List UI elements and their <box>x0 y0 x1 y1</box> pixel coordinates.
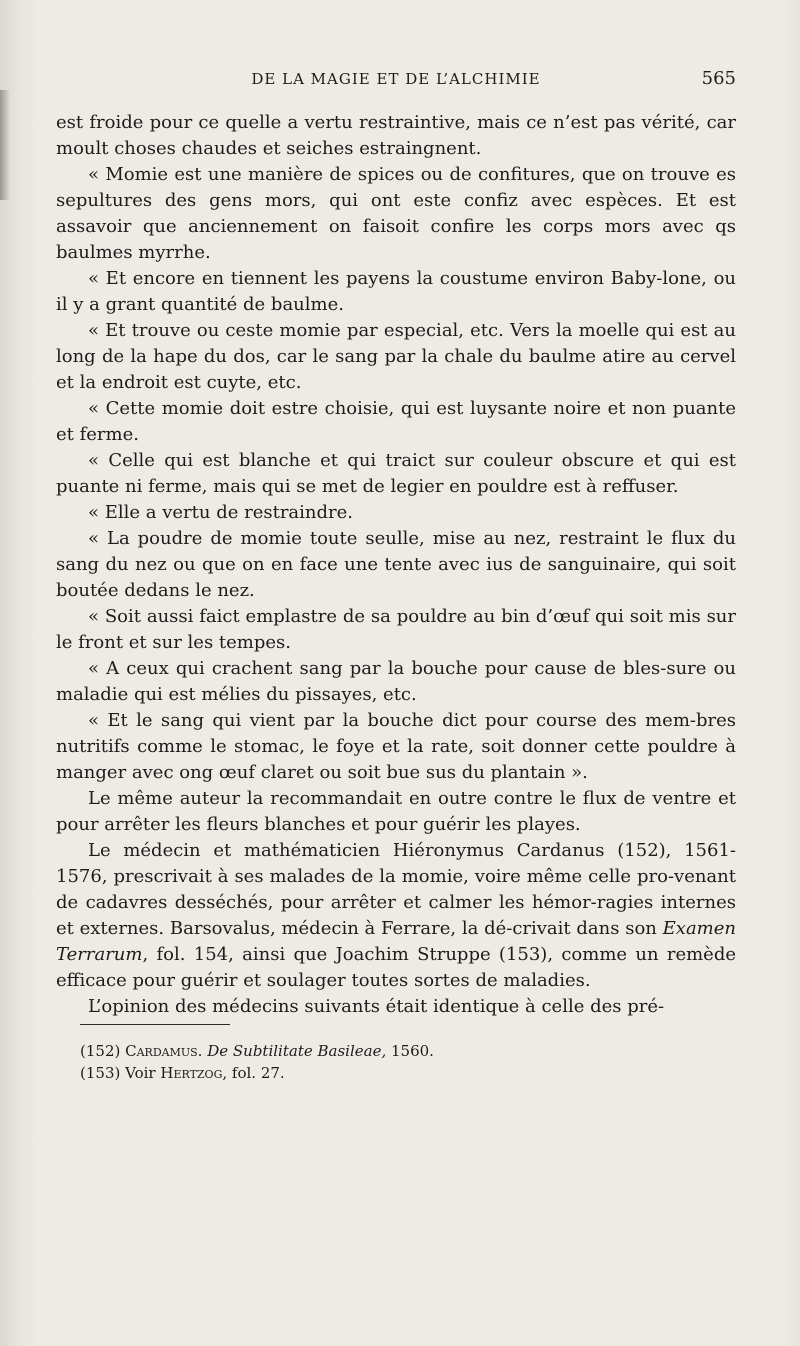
footnote-rule <box>80 1024 230 1025</box>
paragraph: « Soit aussi faict emplastre de sa pouldre au bin d’œuf qui soit mis sur le front et sur les tempes. <box>56 606 736 653</box>
paragraph: « Elle a vertu de restraindre. <box>88 502 353 523</box>
paragraph-text: , fol. 154, ainsi que Joachim Struppe (153), comme un remède efficace pour guérir et soulager toutes sortes de maladies. <box>56 944 736 991</box>
footnote-number: (153) <box>80 1064 121 1082</box>
paragraph: L’opinion des médecins suivants était identique à celle des pré- <box>88 996 665 1017</box>
paragraph: « Et encore en tiennent les payens la coustume environ Baby-lone, ou il y a grant quantité de baulme. <box>56 268 736 315</box>
page-number: 565 <box>701 68 736 89</box>
body-text <box>56 110 736 1020</box>
footnote-title: De Subtilitate Basileae, <box>207 1042 387 1060</box>
running-head <box>56 70 736 94</box>
paragraph: « Celle qui est blanche et qui traict sur couleur obscure et qui est puante ni ferme, mais qui se met de legier en pouldre est à reffuser. <box>56 450 736 497</box>
paragraph: « La poudre de momie toute seulle, mise au nez, restraint le flux du sang du nez ou que on en face une tente avec ius de sanguinaire, qui soit boutée dedans le nez. <box>56 528 736 601</box>
footnote <box>80 1040 700 1062</box>
book-title-italic: Examen Terrarum <box>56 918 736 965</box>
paragraph: « Et le sang qui vient par la bouche dict pour course des mem-bres nutritifs comme le stomac, le foye et la rate, soit donner cette pouldre à manger avec ong œuf claret ou soit bue sus du plantain ». <box>56 710 736 783</box>
footnote-number: (152) <box>80 1042 121 1060</box>
footnote <box>80 1062 700 1084</box>
footnotes <box>80 1040 700 1084</box>
paragraph: est froide pour ce quelle a vertu restraintive, mais ce n’est pas vérité, car moult choses chaudes et seiches estraingnent. <box>56 112 736 159</box>
paragraph: « A ceux qui crachent sang par la bouche pour cause de bles-sure ou maladie qui est mélies du pissayes, etc. <box>56 658 736 705</box>
gutter-shadow <box>0 90 10 200</box>
footnote-author: Cardamus. <box>125 1042 203 1060</box>
running-title: DE LA MAGIE ET DE L’ALCHIMIE <box>251 70 541 88</box>
paragraph: « Et trouve ou ceste momie par especial, etc. Vers la moelle qui est au long de la hape du dos, car le sang par la chale du baulme atire au cervel et la endroit est cuyte, etc. <box>56 320 736 393</box>
paragraph: Le même auteur la recommandait en outre contre le flux de ventre et pour arrêter les fleurs blanches et pour guérir les playes. <box>56 788 736 835</box>
footnote-prefix: Voir <box>125 1064 156 1082</box>
footnote-author: Hertzog, <box>160 1064 228 1082</box>
footnote-rest: 1560. <box>391 1042 434 1060</box>
paragraph <box>56 838 736 994</box>
footnote-rest: fol. 27. <box>231 1064 285 1082</box>
paragraph: « Cette momie doit estre choisie, qui est luysante noire et non puante et ferme. <box>56 398 736 445</box>
paragraph: « Momie est une manière de spices ou de confitures, que on trouve es sepultures des gens mors, qui ont este confiz avec espèces. Et est assavoir que anciennement on faisoit confire les corps mors avec qs baulmes myrrhe. <box>56 164 736 263</box>
paragraph-text: Le médecin et mathématicien Hiéronymus Cardanus (152), 1561-1576, prescrivait à ses malades de la momie, voire même celle pro-venant de cadavres desséchés, pour arrêter et calmer les hémor-ragies internes et externes. Barsovalus, médecin à Ferrare, la dé-crivait dans son <box>56 840 736 939</box>
